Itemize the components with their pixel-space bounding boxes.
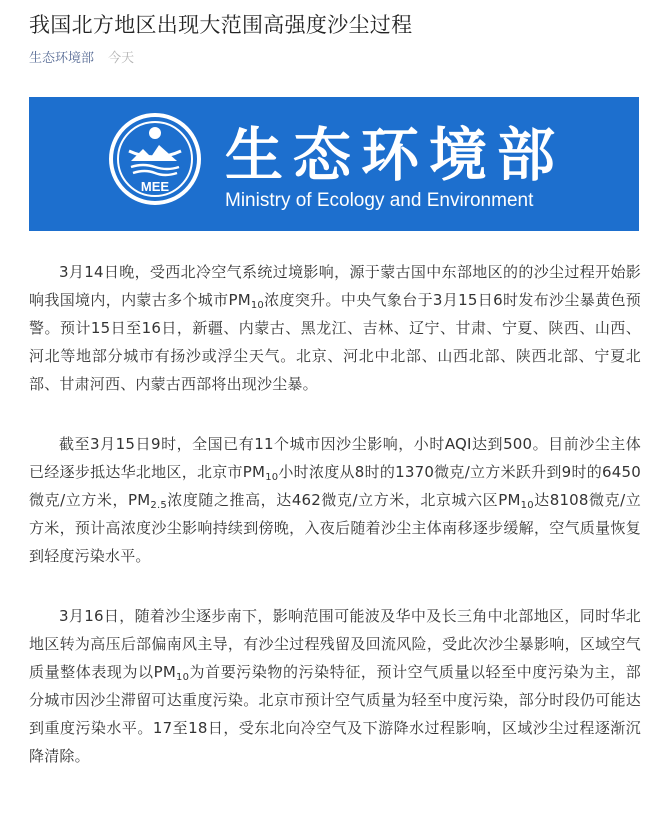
article-body [29,258,641,802]
publish-date: 今天 [108,51,135,66]
paragraph-2: 截至3月15日9时，全国已有11个城市因沙尘影响，小时AQI达到500。目前沙尘主体已经逐步抵达华北地区，北京市$PM_{10}$小时浓度从8时的1370微克/立方米跃升到9时的6450微克/立方米，$PM_{2.5}$浓度随之推高，达462微克/立方米，北京城六区$PM_{10}$达8108微克/立方米，预计高浓度沙尘影响持续到傍晚，入夜后随着沙尘主体南移逐步缓解，空气质量恢复到轻度污染水平。 [29,435,641,565]
account-name-link[interactable]: 生态环境部 [29,51,95,66]
banner-name-en: Ministry of Ecology and Environment [225,190,534,211]
banner-name-cn: 生态环境部 [225,121,566,189]
paragraph-1: 3月14日晚，受西北冷空气系统过境影响，源于蒙古国中东部地区的的沙尘过程开始影响我国境内，内蒙古多个城市$PM_{10}$浓度突升。中央气象台于3月15日6时发布沙尘暴黄色预警。预计15日至16日，新疆、内蒙古、黑龙江、吉林、辽宁、甘肃、宁夏、陕西、山西、河北等地部分城市有扬沙或浮尘天气。北京、河北中北部、山西北部、陕西北部、宁夏北部、甘肃河西、内蒙古西部将出现沙尘暴。 [29,263,641,393]
ministry-banner-image [29,97,639,231]
mee-emblem-icon [107,111,203,207]
emblem-text: MEE [140,179,170,194]
paragraph-3: 3月16日，随着沙尘逐步南下，影响范围可能波及华中及长三角中北部地区，同时华北地区转为高压后部偏南风主导，有沙尘过程残留及回流风险，受此次沙尘暴影响，区域空气质量整体表现为以$PM_{10}$为首要污染物的污染特征，预计空气质量以轻至中度污染为主，部分城市因沙尘滞留可达重度污染。北京市预计空气质量为轻至中度污染，部分时段仍可能达到重度污染水平。17至18日，受东北向冷空气及下游降水过程影响，区域沙尘过程逐渐沉降清除。 [29,607,641,765]
article-title: 我国北方地区出现大范围高强度沙尘过程 [29,13,413,37]
article-meta [29,50,134,68]
